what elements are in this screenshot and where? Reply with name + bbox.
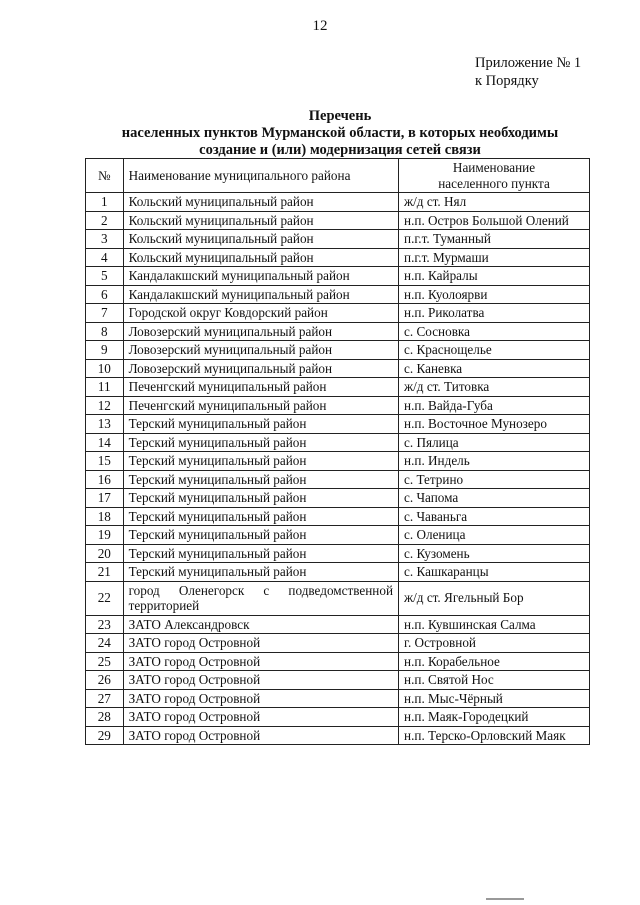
settlement-cell: н.п. Восточное Мунозеро <box>399 415 590 434</box>
settlement-cell: н.п. Индель <box>399 452 590 471</box>
table-row <box>86 248 590 267</box>
settlement-cell: с. Кузомень <box>399 544 590 563</box>
row-number: 19 <box>86 526 124 545</box>
settlement-cell: н.п. Куолоярви <box>399 285 590 304</box>
appendix-reference <box>475 54 581 90</box>
district-cell: ЗАТО город Островной <box>123 634 398 653</box>
table-row <box>86 285 590 304</box>
table-row <box>86 470 590 489</box>
table-row <box>86 526 590 545</box>
settlement-cell: с. Пялица <box>399 433 590 452</box>
settlement-cell: н.п. Маяк-Городецкий <box>399 708 590 727</box>
settlement-cell: н.п. Остров Большой Олений <box>399 211 590 230</box>
settlement-cell: с. Кашкаранцы <box>399 563 590 582</box>
settlement-cell: с. Чаваньга <box>399 507 590 526</box>
row-number: 13 <box>86 415 124 434</box>
row-number: 17 <box>86 489 124 508</box>
header-settlement-line-2: населенного пункта <box>438 175 550 191</box>
row-number: 28 <box>86 708 124 727</box>
table-row <box>86 489 590 508</box>
district-cell: Терский муниципальный район <box>123 507 398 526</box>
title-line-1: Перечень <box>308 108 372 124</box>
row-number: 23 <box>86 615 124 634</box>
table-row <box>86 689 590 708</box>
district-cell: Терский муниципальный район <box>123 433 398 452</box>
settlement-cell: н.п. Мыс-Чёрный <box>399 689 590 708</box>
district-cell: Кольский муниципальный район <box>123 211 398 230</box>
district-cell: ЗАТО город Островной <box>123 671 398 690</box>
table-row <box>86 341 590 360</box>
page-number: 12 <box>312 18 328 34</box>
table-row <box>86 581 590 615</box>
settlement-cell: н.п. Кайралы <box>399 267 590 286</box>
district-cell: Кандалакшский муниципальный район <box>123 285 398 304</box>
row-number: 25 <box>86 652 124 671</box>
district-cell: Кандалакшский муниципальный район <box>123 267 398 286</box>
row-number: 11 <box>86 378 124 397</box>
table-row <box>86 193 590 212</box>
district-cell: Кольский муниципальный район <box>123 230 398 249</box>
row-number: 24 <box>86 634 124 653</box>
row-number: 22 <box>86 581 124 615</box>
settlement-cell: с. Сосновка <box>399 322 590 341</box>
table-row <box>86 396 590 415</box>
table-row <box>86 544 590 563</box>
settlement-cell: с. Краснощелье <box>399 341 590 360</box>
row-number: 16 <box>86 470 124 489</box>
row-number: 12 <box>86 396 124 415</box>
row-number: 10 <box>86 359 124 378</box>
table-row <box>86 652 590 671</box>
row-number: 21 <box>86 563 124 582</box>
row-number: 8 <box>86 322 124 341</box>
table-row <box>86 634 590 653</box>
settlement-cell: г. Островной <box>399 634 590 653</box>
row-number: 4 <box>86 248 124 267</box>
settlement-cell: п.г.т. Туманный <box>399 230 590 249</box>
district-cell: Терский муниципальный район <box>123 544 398 563</box>
table-row <box>86 211 590 230</box>
row-number: 14 <box>86 433 124 452</box>
district-cell: Терский муниципальный район <box>123 470 398 489</box>
settlement-cell: н.п. Терско-Орловский Маяк <box>399 726 590 745</box>
row-number: 7 <box>86 304 124 323</box>
district-cell: Терский муниципальный район <box>123 563 398 582</box>
district-cell: Терский муниципальный район <box>123 526 398 545</box>
header-settlement-line-1: Наименование <box>452 160 536 175</box>
table-header-row <box>86 159 590 193</box>
table-row <box>86 415 590 434</box>
appendix-line-1: Приложение № 1 <box>475 55 582 71</box>
table-row <box>86 322 590 341</box>
title-line-2: населенных пунктов Мурманской области, в которых необходимы <box>121 125 559 141</box>
row-number: 6 <box>86 285 124 304</box>
table-row <box>86 230 590 249</box>
row-number: 15 <box>86 452 124 471</box>
appendix-line-2: к Порядку <box>475 73 539 89</box>
settlement-cell: с. Оленица <box>399 526 590 545</box>
settlement-cell: ж/д ст. Нял <box>399 193 590 212</box>
row-number: 5 <box>86 267 124 286</box>
table-body <box>86 193 590 745</box>
settlement-cell: н.п. Кувшинская Салма <box>399 615 590 634</box>
table-row <box>86 267 590 286</box>
settlement-cell: с. Тетрино <box>399 470 590 489</box>
title-line-3: создание и (или) модернизация сетей связи <box>199 142 481 158</box>
row-number: 3 <box>86 230 124 249</box>
district-cell: Печенгский муниципальный район <box>123 396 398 415</box>
district-cell: Кольский муниципальный район <box>123 248 398 267</box>
header-settlement <box>399 159 590 193</box>
district-cell: ЗАТО город Островной <box>123 689 398 708</box>
row-number: 1 <box>86 193 124 212</box>
row-number: 9 <box>86 341 124 360</box>
table-row <box>86 708 590 727</box>
district-cell: Ловозерский муниципальный район <box>123 359 398 378</box>
table-row <box>86 433 590 452</box>
row-number: 29 <box>86 726 124 745</box>
district-cell: Терский муниципальный район <box>123 489 398 508</box>
document-title <box>60 108 620 159</box>
district-cell: Печенгский муниципальный район <box>123 378 398 397</box>
district-cell: ЗАТО город Островной <box>123 708 398 727</box>
district-cell: Ловозерский муниципальный район <box>123 341 398 360</box>
settlement-cell: ж/д ст. Ягельный Бор <box>399 581 590 615</box>
district-cell: Городской округ Ковдорский район <box>123 304 398 323</box>
row-number: 18 <box>86 507 124 526</box>
district-cell: ЗАТО город Островной <box>123 726 398 745</box>
table-row <box>86 671 590 690</box>
settlements-table <box>85 158 590 745</box>
district-cell: ЗАТО город Островной <box>123 652 398 671</box>
district-cell: Терский муниципальный район <box>123 415 398 434</box>
settlement-cell: с. Каневка <box>399 359 590 378</box>
district-cell: Кольский муниципальный район <box>123 193 398 212</box>
table-row <box>86 452 590 471</box>
table-row <box>86 304 590 323</box>
table-row <box>86 726 590 745</box>
settlement-cell: с. Чапома <box>399 489 590 508</box>
settlement-cell: н.п. Корабельное <box>399 652 590 671</box>
row-number: 27 <box>86 689 124 708</box>
district-cell: Терский муниципальный район <box>123 452 398 471</box>
row-number: 2 <box>86 211 124 230</box>
table-row <box>86 563 590 582</box>
settlement-cell: н.п. Святой Нос <box>399 671 590 690</box>
district-cell: Ловозерский муниципальный район <box>123 322 398 341</box>
settlement-cell: п.г.т. Мурмаши <box>399 248 590 267</box>
header-number: № <box>86 159 124 193</box>
table-row <box>86 378 590 397</box>
settlement-cell: ж/д ст. Титовка <box>399 378 590 397</box>
table-row <box>86 359 590 378</box>
table-row <box>86 615 590 634</box>
district-cell: город Оленегорск с подведомственной территорией <box>123 581 398 615</box>
settlement-cell: н.п. Вайда-Губа <box>399 396 590 415</box>
row-number: 20 <box>86 544 124 563</box>
scan-mark <box>486 898 524 900</box>
settlement-cell: н.п. Риколатва <box>399 304 590 323</box>
table-row <box>86 507 590 526</box>
district-cell: ЗАТО Александровск <box>123 615 398 634</box>
row-number: 26 <box>86 671 124 690</box>
header-district: Наименование муниципального района <box>123 159 398 193</box>
